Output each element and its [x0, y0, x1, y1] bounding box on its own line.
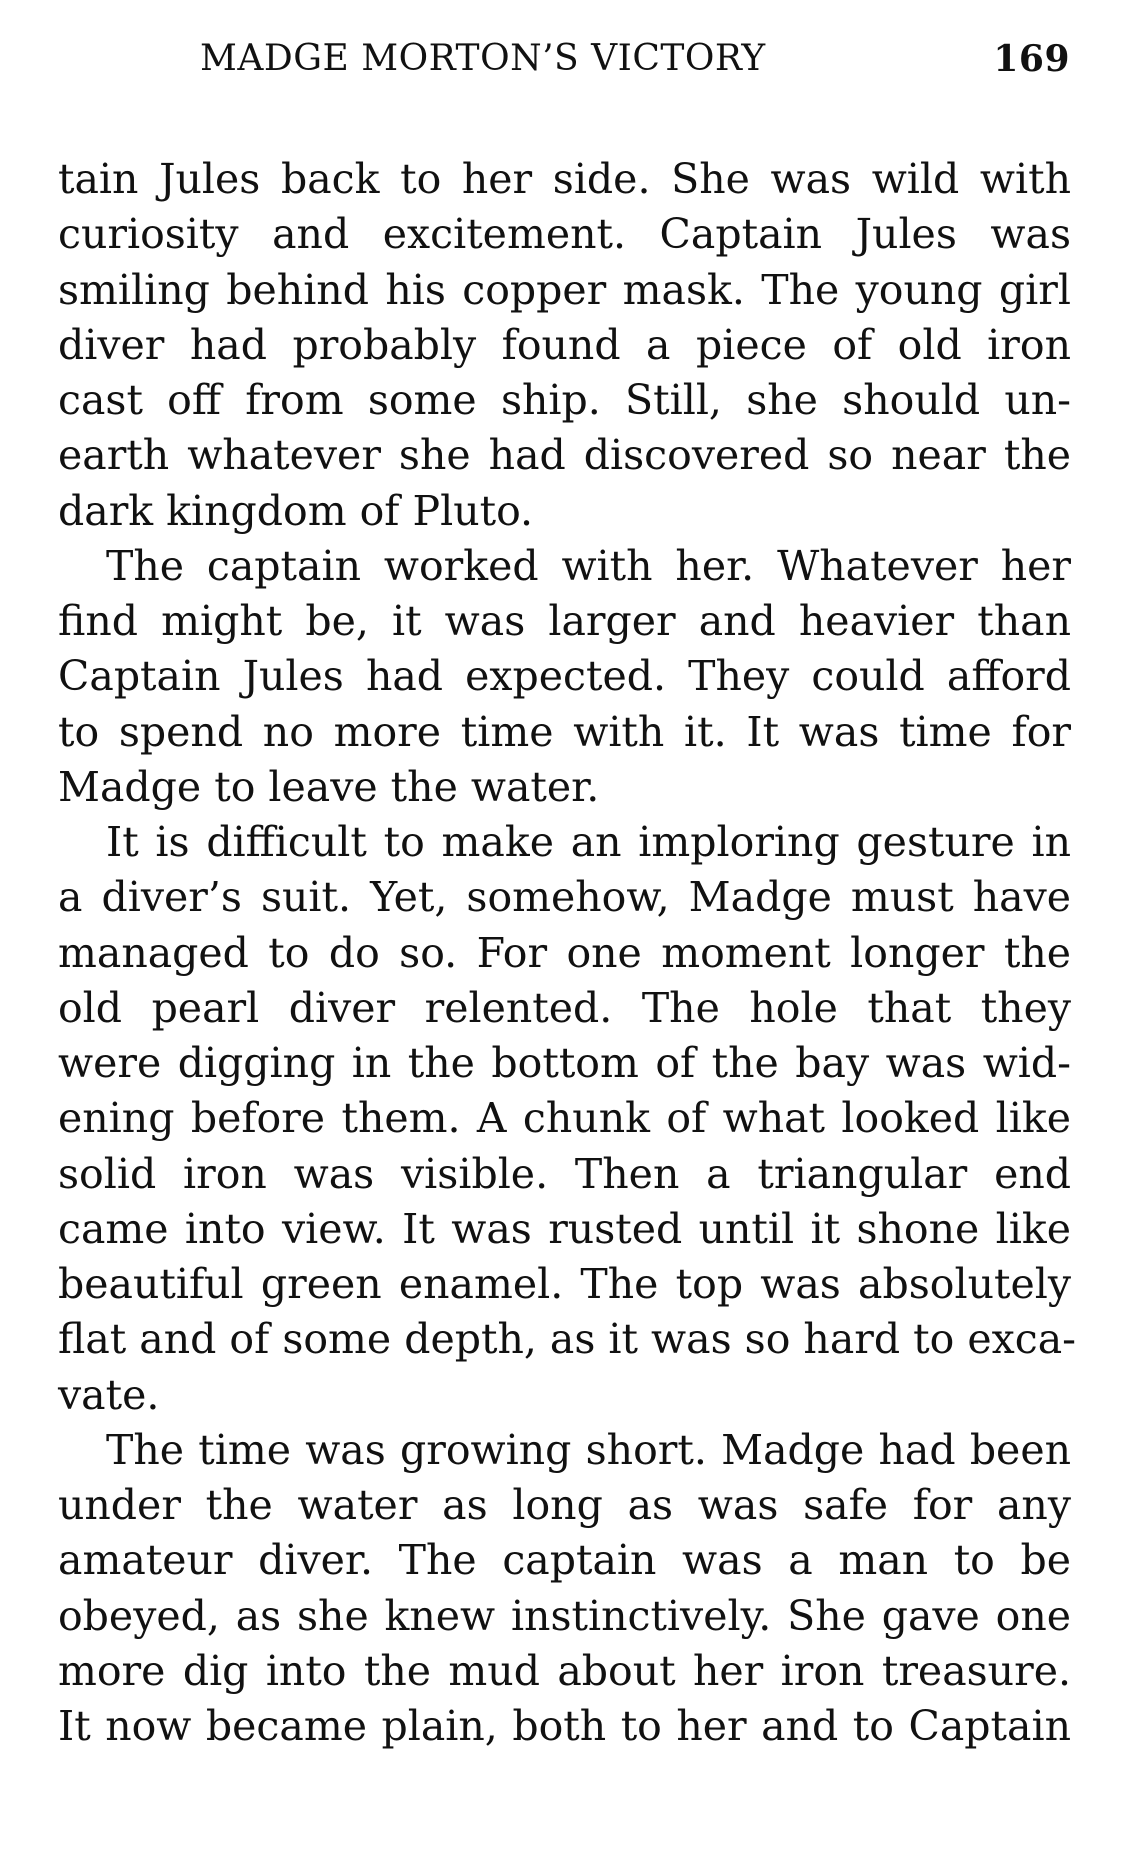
running-title: MADGE MORTON’S VICTORY	[200, 38, 766, 79]
paragraph-first-line: The time was growing short. Madge had been	[106, 1425, 1071, 1474]
text-line: under the water as long as was safe for any	[58, 1481, 1071, 1529]
running-head	[200, 38, 1070, 98]
text-line: beautiful green enamel. The top was absolutely	[58, 1260, 1071, 1308]
text-line: cast off from some ship. Still, she should un-	[58, 376, 1071, 424]
text-line: dark kingdom of Pluto.	[58, 486, 534, 535]
text-line: managed to do so. For one moment longer the	[58, 928, 1071, 977]
text-line: earth whatever she had discovered so near the	[58, 431, 1071, 480]
text-line: It now became plain, both to her and to Captain	[58, 1702, 1071, 1750]
text-line: came into view. It was rusted until it shone like	[58, 1204, 1071, 1253]
text-line: ening before them. A chunk of what looked like	[58, 1094, 1071, 1143]
text-line: amateur diver. The captain was a man to be	[58, 1536, 1071, 1585]
text-line: Madge to leave the water.	[58, 762, 600, 811]
text-line: solid iron was visible. Then a triangular end	[58, 1149, 1071, 1198]
paragraph-first-line: It is difficult to make an imploring gesture in	[106, 818, 1071, 866]
text-line: flat and of some depth, as it was so hard to exca-	[58, 1315, 1076, 1364]
text-line: tain Jules back to her side. She was wild with	[58, 155, 1071, 203]
text-line: obeyed, as she knew instinctively. She gave one	[58, 1591, 1071, 1640]
text-line: diver had probably found a piece of old iron	[58, 320, 1071, 369]
text-line: Captain Jules had expected. They could afford	[58, 652, 1071, 701]
text-line: find might be, it was larger and heavier than	[58, 597, 1071, 645]
page-number: 169	[993, 38, 1070, 80]
body-text	[58, 152, 1076, 1754]
text-line: more dig into the mud about her iron treasure.	[58, 1646, 1071, 1695]
text-line: a diver’s suit. Yet, somehow, Madge must have	[58, 873, 1071, 922]
text-line: vate.	[58, 1370, 160, 1419]
text-line: curiosity and excitement. Captain Jules was	[58, 210, 1071, 259]
text-line: smiling behind his copper mask. The young girl	[58, 265, 1071, 314]
text-line: were digging in the bottom of the bay was wid-	[58, 1039, 1071, 1087]
text-line: to spend no more time with it. It was time for	[58, 707, 1071, 756]
paragraph-first-line: The captain worked with her. Whatever her	[106, 541, 1071, 590]
text-line: old pearl diver relented. The hole that they	[58, 983, 1071, 1032]
